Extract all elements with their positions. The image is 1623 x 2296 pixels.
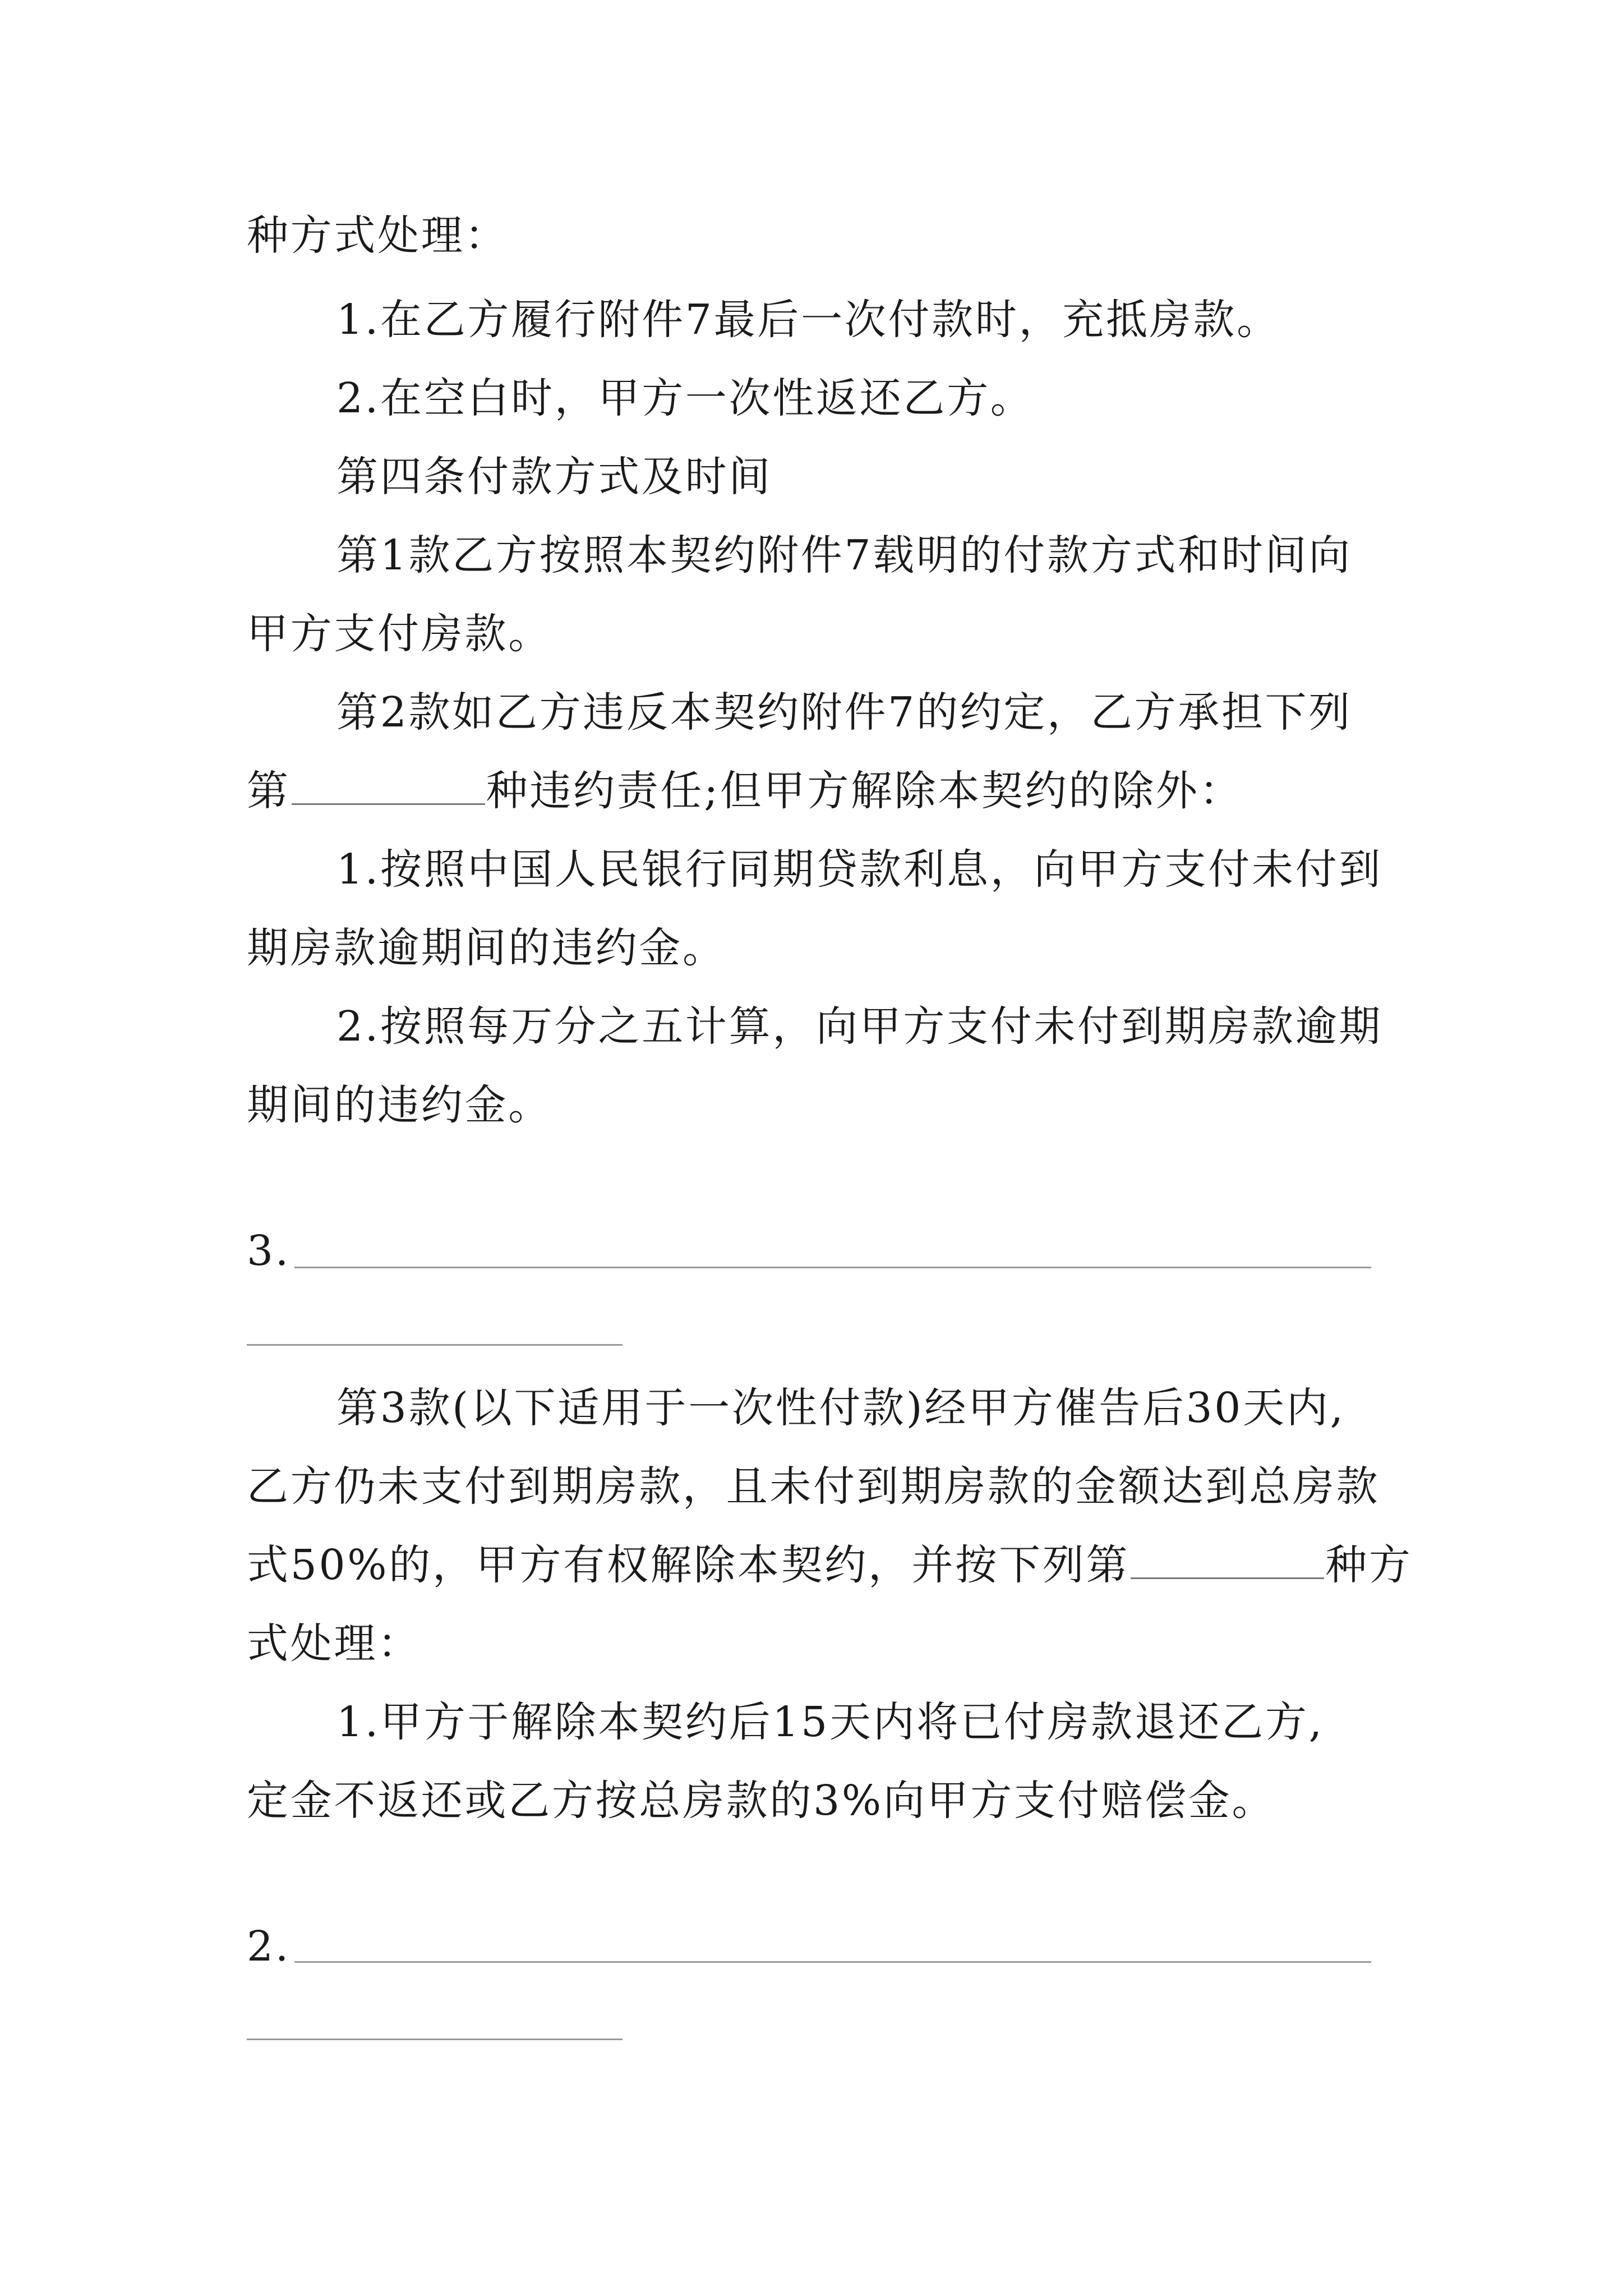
paragraph-line (0, 292, 1623, 348)
text: 种方式处理： (247, 211, 509, 260)
paragraph-line (0, 370, 1623, 426)
paragraph-line (0, 841, 1623, 898)
fill-in-rule[interactable] (294, 1961, 1371, 1963)
paragraph-line (0, 684, 1623, 740)
text: 第四条付款方式及时间 (336, 453, 772, 501)
paragraph-line (0, 763, 1623, 819)
paragraph-line (0, 999, 1623, 1055)
paragraph-line (0, 1694, 1623, 1750)
text: 式处理： (247, 1619, 421, 1668)
text: 种违约责任;但甲方解除本契约的除外： (486, 767, 1243, 815)
paragraph-line (0, 1077, 1623, 1133)
text: 种方 (1325, 1541, 1413, 1589)
text: 1.甲方于解除本契约后15天内将已付房款退还乙方, (336, 1698, 1324, 1746)
text: 1.在乙方履行附件7最后一次付款时，充抵房款。 (336, 296, 1280, 344)
paragraph-line (0, 920, 1623, 976)
article-heading (0, 449, 1623, 505)
fill-in-rule[interactable] (294, 1267, 1371, 1268)
paragraph-line (0, 1773, 1623, 1829)
fill-in-rule[interactable] (247, 2039, 623, 2040)
text: 第1款乙方按照本契约附件7载明的付款方式和时间向 (336, 531, 1352, 579)
paragraph-line (0, 1537, 1623, 1593)
paragraph-line (0, 1380, 1623, 1436)
text: 第2款如乙方违反本契约附件7的约定，乙方承担下列 (336, 688, 1352, 737)
text: 第3款(以下适用于一次性付款)经甲方催告后30天内, (336, 1384, 1345, 1432)
text: 1.按照中国人民银行同期贷款利息，向甲方支付未付到 (336, 845, 1383, 894)
text: 第 (247, 767, 291, 815)
paragraph-line (0, 1458, 1623, 1515)
fill-in-blank[interactable] (292, 771, 485, 805)
paragraph-line (0, 1616, 1623, 1672)
paragraph-line (0, 208, 1623, 264)
paragraph-line (0, 527, 1623, 583)
text: 期间的违约金。 (247, 1081, 552, 1129)
fill-in-blank[interactable] (1131, 1545, 1324, 1579)
text: 3. (247, 1227, 291, 1275)
text: 定金不返还或乙方按总房款的3%向甲方支付赔偿金。 (247, 1777, 1276, 1825)
text: 期房款逾期间的违约金。 (247, 924, 726, 972)
text: 2. (247, 1922, 291, 1971)
text: 2.在空白时，甲方一次性返还乙方。 (336, 374, 1034, 422)
text: 甲方支付房款。 (247, 610, 552, 658)
list-item-number (0, 1223, 1623, 1279)
fill-in-rule[interactable] (247, 1344, 623, 1346)
text: 式50%的，甲方有权解除本契约，并按下列第 (247, 1541, 1130, 1589)
text: 2.按照每万分之五计算，向甲方支付未付到期房款逾期 (336, 1002, 1383, 1051)
text: 乙方仍未支付到期房款，且未付到期房款的金额达到总房款 (247, 1462, 1380, 1511)
paragraph-line (0, 606, 1623, 662)
list-item-number (0, 1918, 1623, 1975)
